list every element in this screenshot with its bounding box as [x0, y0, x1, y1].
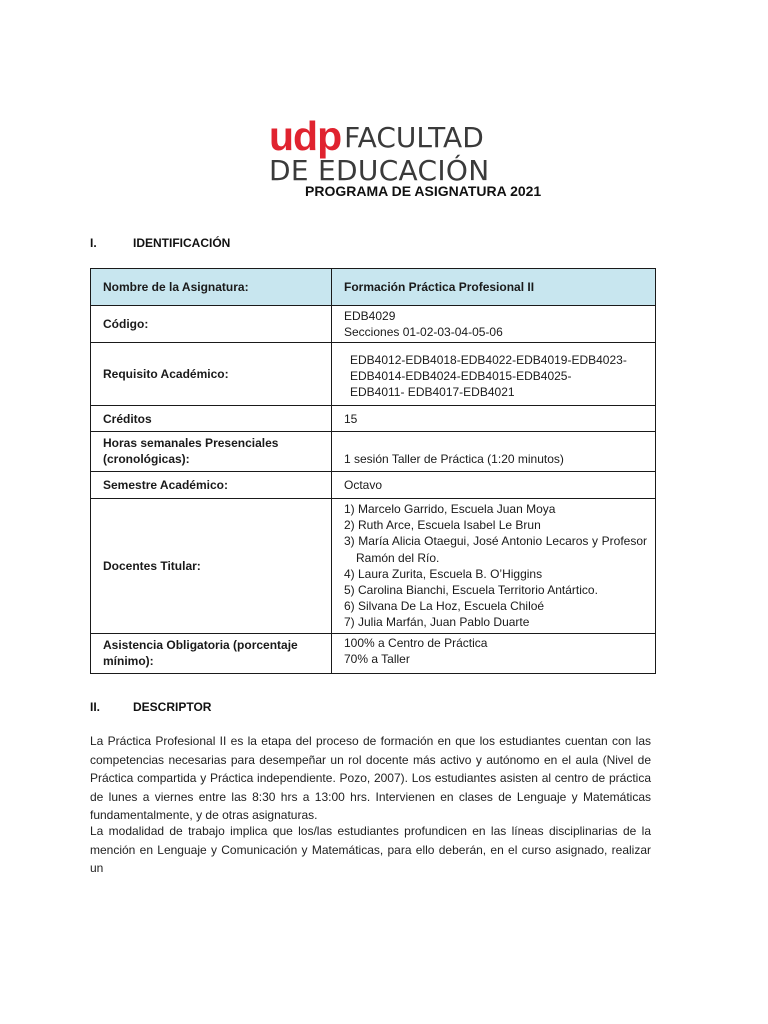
cell-label: Docentes Titular: — [91, 499, 332, 634]
section-number: I. — [90, 236, 97, 250]
udp-faculty-logo — [269, 113, 509, 188]
logo-row-1 — [269, 113, 484, 159]
cell-label: Horas semanales Presenciales (cronológicas): — [91, 432, 332, 472]
cell-label: Créditos — [91, 406, 332, 432]
identification-table — [90, 268, 656, 674]
logo-educacion-text: DE EDUCACIÓN — [269, 154, 490, 187]
table-row-docentes — [91, 499, 656, 634]
section-heading-descriptor — [90, 700, 211, 714]
docente-item: 1) Marcelo Garrido, Escuela Juan Moya — [344, 502, 556, 516]
descriptor-paragraph-1: La Práctica Profesional II es la etapa del proceso de formación en que los estudiantes cuentan con las competencias necesarias para desempeñar un rol docente más activo y autónomo en el aula (Nivel de Práctica compartida y Práctica independiente. Pozo, 2007). Los estudiantes asisten al centro de práctica de lunes a viernes entre las 8:30 hrs a 13:00 hrs. Intervienen en clases de Lenguaje y Matemáticas fundamentalmente, y de otras asignaturas. — [90, 734, 651, 822]
docente-item: 7) Julia Marfán, Juan Pablo Duarte — [344, 615, 530, 630]
cell-label: Semestre Académico: — [91, 472, 332, 499]
cell-label: Requisito Académico: — [91, 343, 332, 406]
program-title: PROGRAMA DE ASIGNATURA 2021 — [305, 183, 542, 199]
logo-facultad-text: FACULTAD — [344, 121, 484, 154]
asistencia-line: 100% a Centro de Práctica — [344, 635, 488, 650]
section-number: II. — [90, 700, 101, 714]
cell-label: Nombre de la Asignatura: — [91, 269, 332, 306]
cell-label: Código: — [91, 306, 332, 343]
cell-value-course-name: Formación Práctica Profesional II — [332, 269, 656, 306]
docente-item: 2) Ruth Arce, Escuela Isabel Le Brun — [344, 518, 541, 533]
codigo-line: EDB4029 — [344, 309, 396, 323]
section-title: IDENTIFICACIÓN — [133, 236, 231, 250]
table-row-creditos — [91, 406, 656, 432]
codigo-line: Secciones 01-02-03-04-05-06 — [344, 325, 503, 339]
descriptor-paragraph-2: La modalidad de trabajo implica que los/las estudiantes profundicen en las líneas disciplinarias de la mención en Lenguaje y Comunicación y Matemáticas, para ello deberán, en el curso asignado, realizar un — [90, 824, 651, 875]
asistencia-line: 70% a Taller — [344, 651, 410, 666]
section-heading-identificacion — [90, 236, 230, 250]
docente-item: 3) María Alicia Otaegui, José Antonio Lecaros y Profesor Ramón del Río. — [344, 534, 647, 565]
requisito-line: EDB4012-EDB4018-EDB4022-EDB4019-EDB4023- — [350, 353, 627, 367]
cell-value-semestre: Octavo — [332, 472, 656, 499]
cell-label: Asistencia Obligatoria (porcentaje mínimo): — [91, 633, 332, 673]
section-title: DESCRIPTOR — [133, 700, 212, 714]
table-row-horas — [91, 432, 656, 472]
requisito-line: EDB4014-EDB4024-EDB4015-EDB4025- — [350, 369, 572, 383]
cell-value-requisito — [332, 343, 656, 406]
cell-value-asistencia — [332, 633, 656, 673]
cell-value-horas: 1 sesión Taller de Práctica (1:20 minutos) — [332, 432, 656, 472]
docente-item: 5) Carolina Bianchi, Escuela Territorio Antártico. — [344, 583, 598, 598]
docente-item: 6) Silvana De La Hoz, Escuela Chiloé — [344, 599, 545, 614]
logo-udp-wordmark: udp — [269, 113, 342, 159]
table-row-requisito — [91, 343, 656, 406]
cell-value-codigo — [332, 306, 656, 343]
cell-value-docentes — [332, 499, 656, 634]
docente-item: 4) Laura Zurita, Escuela B. O’Higgins — [344, 566, 543, 581]
table-row-asistencia — [91, 633, 656, 673]
table-row-nombre — [91, 269, 656, 306]
table-row-semestre — [91, 472, 656, 499]
requisito-line: EDB4011- EDB4017-EDB4021 — [350, 385, 515, 399]
cell-value-creditos: 15 — [332, 406, 656, 432]
table-row-codigo — [91, 306, 656, 343]
